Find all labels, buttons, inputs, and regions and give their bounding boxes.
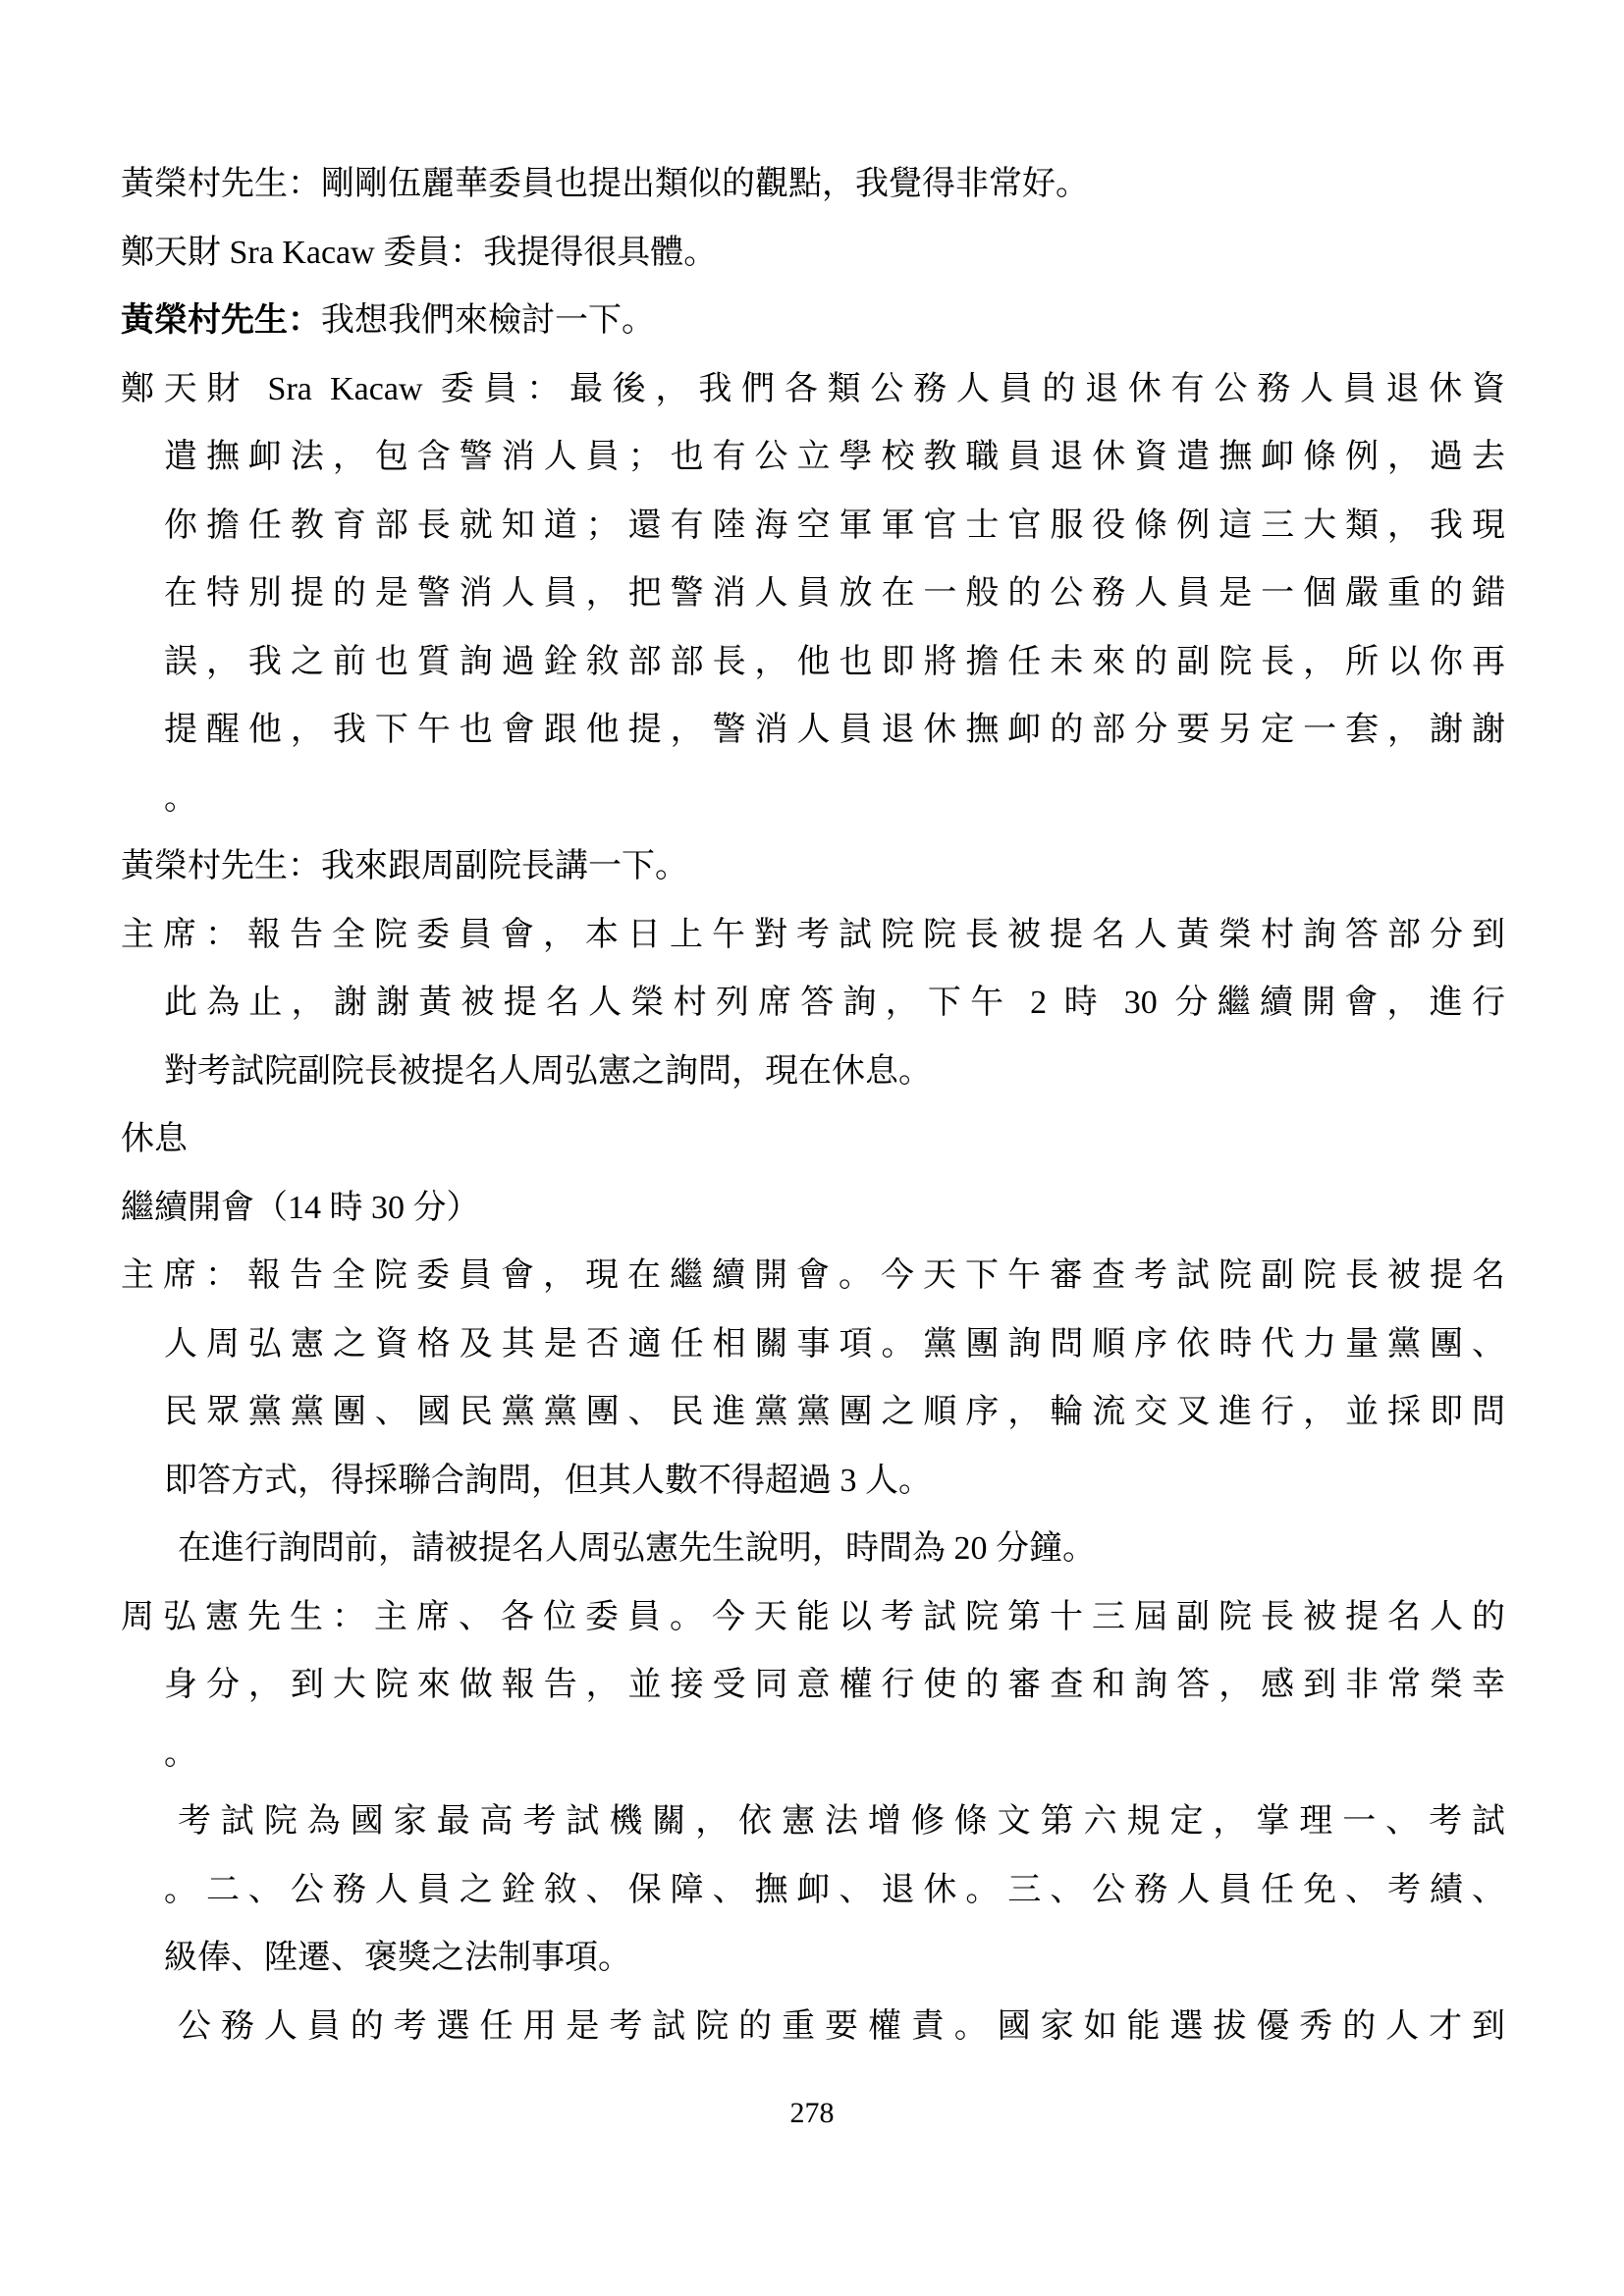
text-line: 人周弘憲之資格及其是否適任相關事項。黨團詢問順序依時代力量黨團、 xyxy=(164,1325,1505,1362)
text-line: 。 xyxy=(164,1735,197,1772)
page-number: 278 xyxy=(789,2097,835,2129)
text-line: 你擔任教育部長就知道；還有陸海空軍軍官士官服役條例這三大類，我現 xyxy=(164,507,1505,544)
text-line: 休息 xyxy=(121,1121,188,1157)
text-line: 繼續開會（14 時 30 分） xyxy=(121,1189,480,1226)
text-line: 在特別提的是警消人員，把警消人員放在一般的公務人員是一個嚴重的錯 xyxy=(164,575,1505,612)
speaker-name-bold: 黃榮村先生： xyxy=(121,302,321,339)
text-line: 公務人員的考選任用是考試院的重要權責。國家如能選拔優秀的人才到 xyxy=(178,2007,1505,2045)
text-line: 誤，我之前也質詢過銓敘部部長，他也即將擔任未來的副院長，所以你再 xyxy=(164,643,1505,680)
text-line xyxy=(121,287,1505,355)
speech-text: 我想我們來檢討一下。 xyxy=(321,302,655,339)
text-line: 身分，到大院來做報告，並接受同意權行使的審查和詢答，感到非常榮幸 xyxy=(164,1667,1505,1703)
text-line: 鄭天財 Sra Kacaw 委員：最後，我們各類公務人員的退休有公務人員退休資 xyxy=(121,370,1505,407)
text-line: 。 xyxy=(164,779,197,817)
text-line: 周弘憲先生：主席、各位委員。今天能以考試院第十三屆副院長被提名人的 xyxy=(121,1598,1505,1635)
text-line: 對考試院副院長被提名人周弘憲之詢問，現在休息。 xyxy=(164,1052,932,1090)
text-line: 主席：報告全院委員會，本日上午對考試院院長被提名人黃榮村詢答部分到 xyxy=(121,916,1505,953)
text-line: 主席：報告全院委員會，現在繼續開會。今天下午審查考試院副院長被提名 xyxy=(121,1257,1505,1294)
text-line: 級俸、陞遷、褒獎之法制事項。 xyxy=(164,1940,631,1976)
text-line: 黃榮村先生：我來跟周副院長講一下。 xyxy=(121,848,688,884)
text-line: 此為止，謝謝黃被提名人榮村列席答詢，下午 2 時 30 分繼續開會，進行 xyxy=(164,985,1505,1021)
text-line: 考試院為國家最高考試機關，依憲法增修條文第六規定，掌理一、考試 xyxy=(178,1803,1505,1840)
text-line: 在進行詢問前，請被提名人周弘憲先生說明，時間為 20 分鐘。 xyxy=(178,1530,1096,1567)
text-line: 。二、公務人員之銓敘、保障、撫卹、退休。三、公務人員任免、考績、 xyxy=(164,1871,1505,1908)
text-line: 民眾黨黨團、國民黨黨團、民進黨黨團之順序，輪流交叉進行，並採即問 xyxy=(164,1394,1505,1430)
text-line: 遣撫卹法，包含警消人員；也有公立學校教職員退休資遣撫卹條例，過去 xyxy=(164,439,1505,475)
text-line: 即答方式，得採聯合詢問，但其人數不得超過 3 人。 xyxy=(164,1462,932,1499)
text-line: 提醒他，我下午也會跟他提，警消人員退休撫卹的部分要另定一套，謝謝 xyxy=(164,712,1505,748)
text-line: 鄭天財 Sra Kacaw 委員：我提得很具體。 xyxy=(121,234,718,271)
text-line: 黃榮村先生：剛剛伍麗華委員也提出類似的觀點，我覺得非常好。 xyxy=(121,166,1089,202)
document-body xyxy=(121,150,1505,2060)
